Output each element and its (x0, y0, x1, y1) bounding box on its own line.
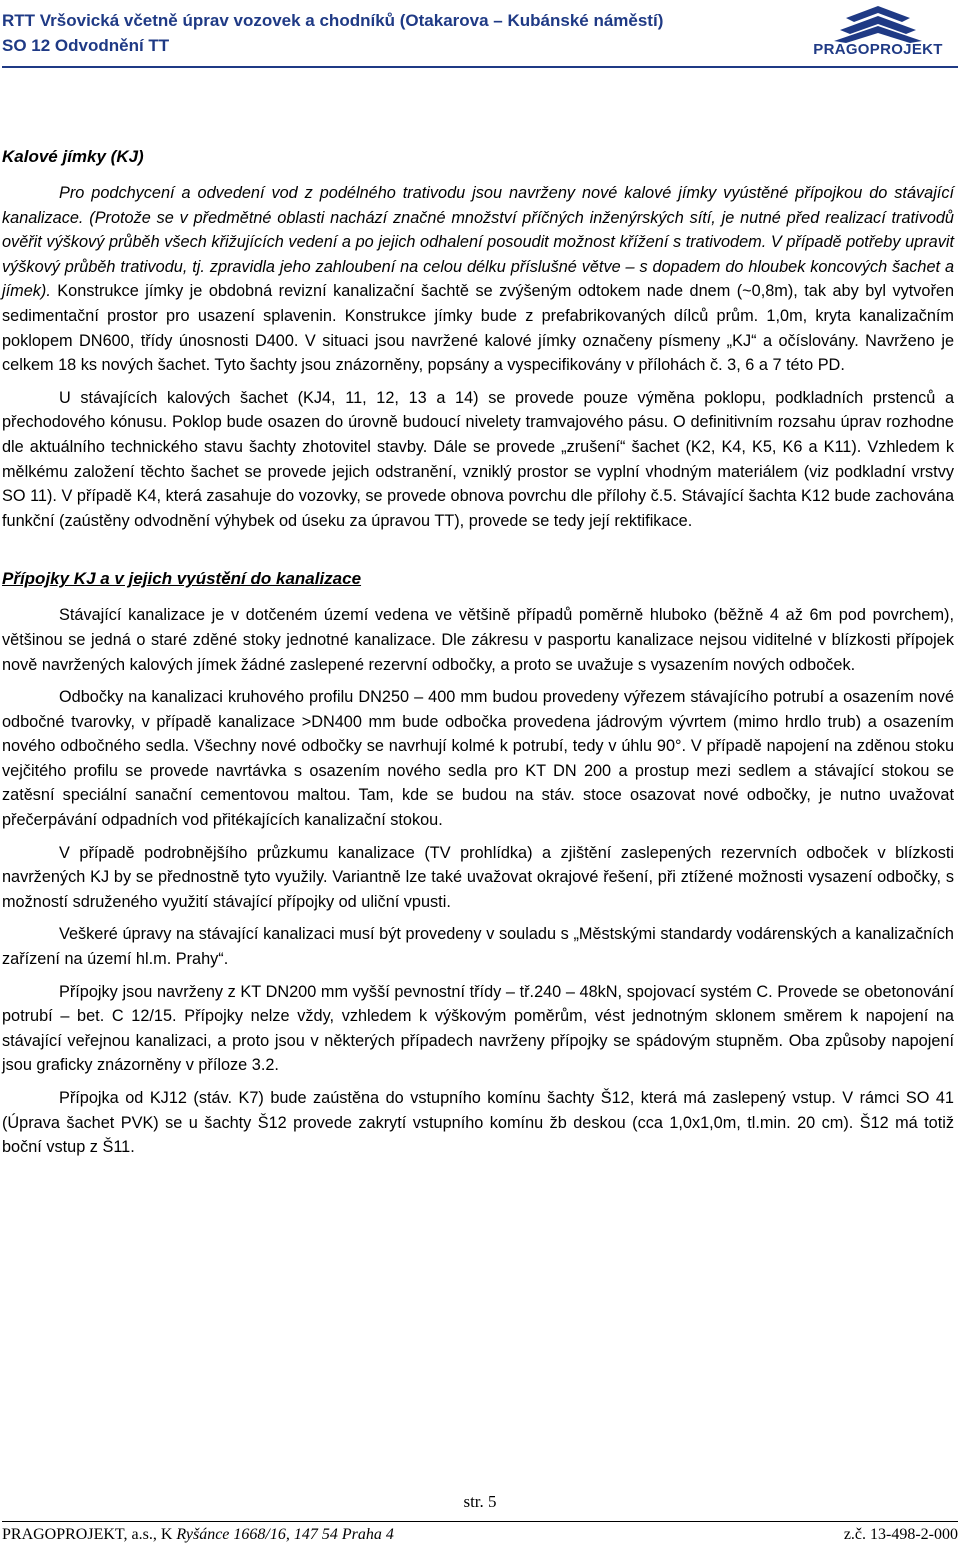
paragraph-regular-part: Konstrukce jímky je obdobná revizní kanalizační šachtě se zvýšeným odtokem nade dnem (~0,8m), tak aby byl vytvořen sedimentační prostor pro usazení splavenin. Konstrukce jímky bude z prefabrikovaných dílců prům. 1,0m, kryta kanalizačním poklopem DN600, třídy únosnosti D400. V situaci jsou navržené kalové jímky označeny písmeny „KJ“ a očíslovány. Navrženo je celkem 18 ks nových šachet. Tyto šachty jsou znázorněny, popsány a vyspecifikovány v přílohách č. 3, 6 a 7 této PD. (2, 282, 954, 375)
paragraph (2, 181, 954, 378)
paragraph: V případě podrobnějšího průzkumu kanalizace (TV prohlídka) a zjištění zaslepených rezervních odboček v blízkosti navržených KJ by se přednostně tyto využily. Variantně lze také uvažovat okrajové řešení, při ztížené možnosti vysazení odbočky, s možností sdruženého využití stávající přípojky od uliční vpusti. (2, 843, 954, 911)
footer-company (2, 1526, 394, 1544)
logo-text: PRAGOPROJEKT (813, 41, 943, 58)
logo-mark-icon (798, 4, 958, 44)
section-title-pripojky: Přípojky KJ a v jejich vyústění do kanalizace (2, 569, 362, 589)
paragraph: Veškeré úpravy na stávající kanalizaci musí být provedeny v souladu s „Městskými standardy vodárenských a kanalizačních zařízení na území hl.m. Prahy“. (2, 925, 954, 969)
footer-divider (2, 1521, 958, 1522)
section-title-kalove-jimky: Kalové jímky (KJ) (2, 147, 144, 166)
paragraph-italic-part: Pro podchycení a odvedení vod z podélného trativodu jsou navrženy nové kalové jímky vyústěné přípojkou do stávající kanalizace. (Protože se v předmětné oblasti nachází značné množství příčných inženýrských sítí, je nutné před realizací trativodů ověřit výškový průběh všech křižujících vedení a po jejich odhalení posoudit možnost křížení s trativodem. V případě potřeby upravit výškový průběh trativodu, tj. zpravidla jeho zahloubení na celou délku příslušné větve – s dopadem do hloubek koncových šachet a jímek). (2, 184, 954, 301)
header-divider (2, 66, 958, 68)
page-number: str. 5 (463, 1492, 497, 1511)
project-title: RTT Vršovická včetně úprav vozovek a chodníků (Otakarova – Kubánské náměstí) (2, 11, 664, 30)
paragraph: Stávající kanalizace je v dotčeném území vedena ve většině případů poměrně hluboko (běžně 4 až 6m pod povrchem), většinou se jedná o staré zděné stoky jednotné kanalizace. Dle zákresu v pasportu kanalizace nejsou viditelné v blízkosti přípojek nově navržených kalových jímek žádné zaslepené rezervní odbočky, a proto se uvažuje s vysazením nových odboček. (2, 606, 954, 674)
paragraph: Přípojky jsou navrženy z KT DN200 mm vyšší pevnostní třídy – tř.240 – 48kN, spojovací systém C. Provede se obetonování potrubí – bet. C 12/15. Přípojky nelze vždy, vzhledem k výškovým poměrům, vést jednotným sklonem směrem k napojení na stávající veřejnou kanalizaci, a proto jsou v některých případech navrženy přípojky se spádovým stupněm. Oba způsoby napojení jsou graficky znázorněny v příloze 3.2. (2, 982, 954, 1075)
footer-address: Ryšánce 1668/16, 147 54 Praha 4 (176, 1526, 394, 1543)
page-header (0, 0, 960, 75)
paragraph: Přípojka od KJ12 (stáv. K7) bude zaústěna do vstupního komínu šachty Š12, která má zaslepený vstup. V rámci SO 41 (Úprava šachet PVK) se u šachty Š12 provede zakrytí vstupního komínu žb deskou (cca 1,0x1,0m, tl.min. 20 cm). Š12 má totiž boční vstup z Š11. (2, 1089, 954, 1157)
paragraph: U stávajících kalových šachet (KJ4, 11, 12, 13 a 14) se provede pouze výměna poklopu, podkladních prstenců a přechodového kónusu. Poklop bude osazen do úrovně budoucí nivelety tramvajového pásu. O definitivním rozsahu úprav rozhodne dle aktuálního technického stavu šachty zhotovitel stavby. Dále se provede „zrušení“ šachet (K2, K4, K5, K6 a K11). Vzhledem k mělkému založení těchto šachet se provede jejich odstranění, vzniklý prostor se vyplní vhodným materiálem (viz podkladní vrstvy SO 11). V případě K4, která zasahuje do vozovky, se provede obnova povrchu dle přílohy č.5. Stávající šachta K12 bude zachována funkční (zaústěny odvodnění výhybek od úseku za úpravou TT), provede se tedy její rektifikace. (2, 388, 954, 530)
footer-company-name: PRAGOPROJEKT, a.s., K (2, 1526, 177, 1543)
paragraph: Odbočky na kanalizaci kruhového profilu DN250 – 400 mm budou provedeny výřezem stávajícího potrubí a osazením nové odbočné tvarovky, v případě kanalizace >DN400 mm bude odbočka provedena jádrovým vývrtem (mimo hrdlo trub) a osazením nového odbočného sedla. Všechny nové odbočky se navrhují kolmé k potrubí, tedy v úhlu 90°. V případě napojení na zděnou stoku vejčitého profilu se provede navrtávka s osazením nového sedla pro KT DN 200 a prostup mezi sedlem a stávající stokou se zatěsní speciální sanační cementovou maltou. Tam, kde se budou na stáv. stoce osazovat nové odbočky, je nutno uvažovat přečerpávání odpadních vod přitékajících kanalizační stokou. (2, 688, 954, 830)
document-body (2, 145, 954, 1160)
pragoprojekt-logo (798, 4, 958, 66)
document-subtitle: SO 12 Odvodnění TT (2, 36, 170, 55)
footer-order-number: z.č. 13-498-2-000 (843, 1526, 958, 1543)
